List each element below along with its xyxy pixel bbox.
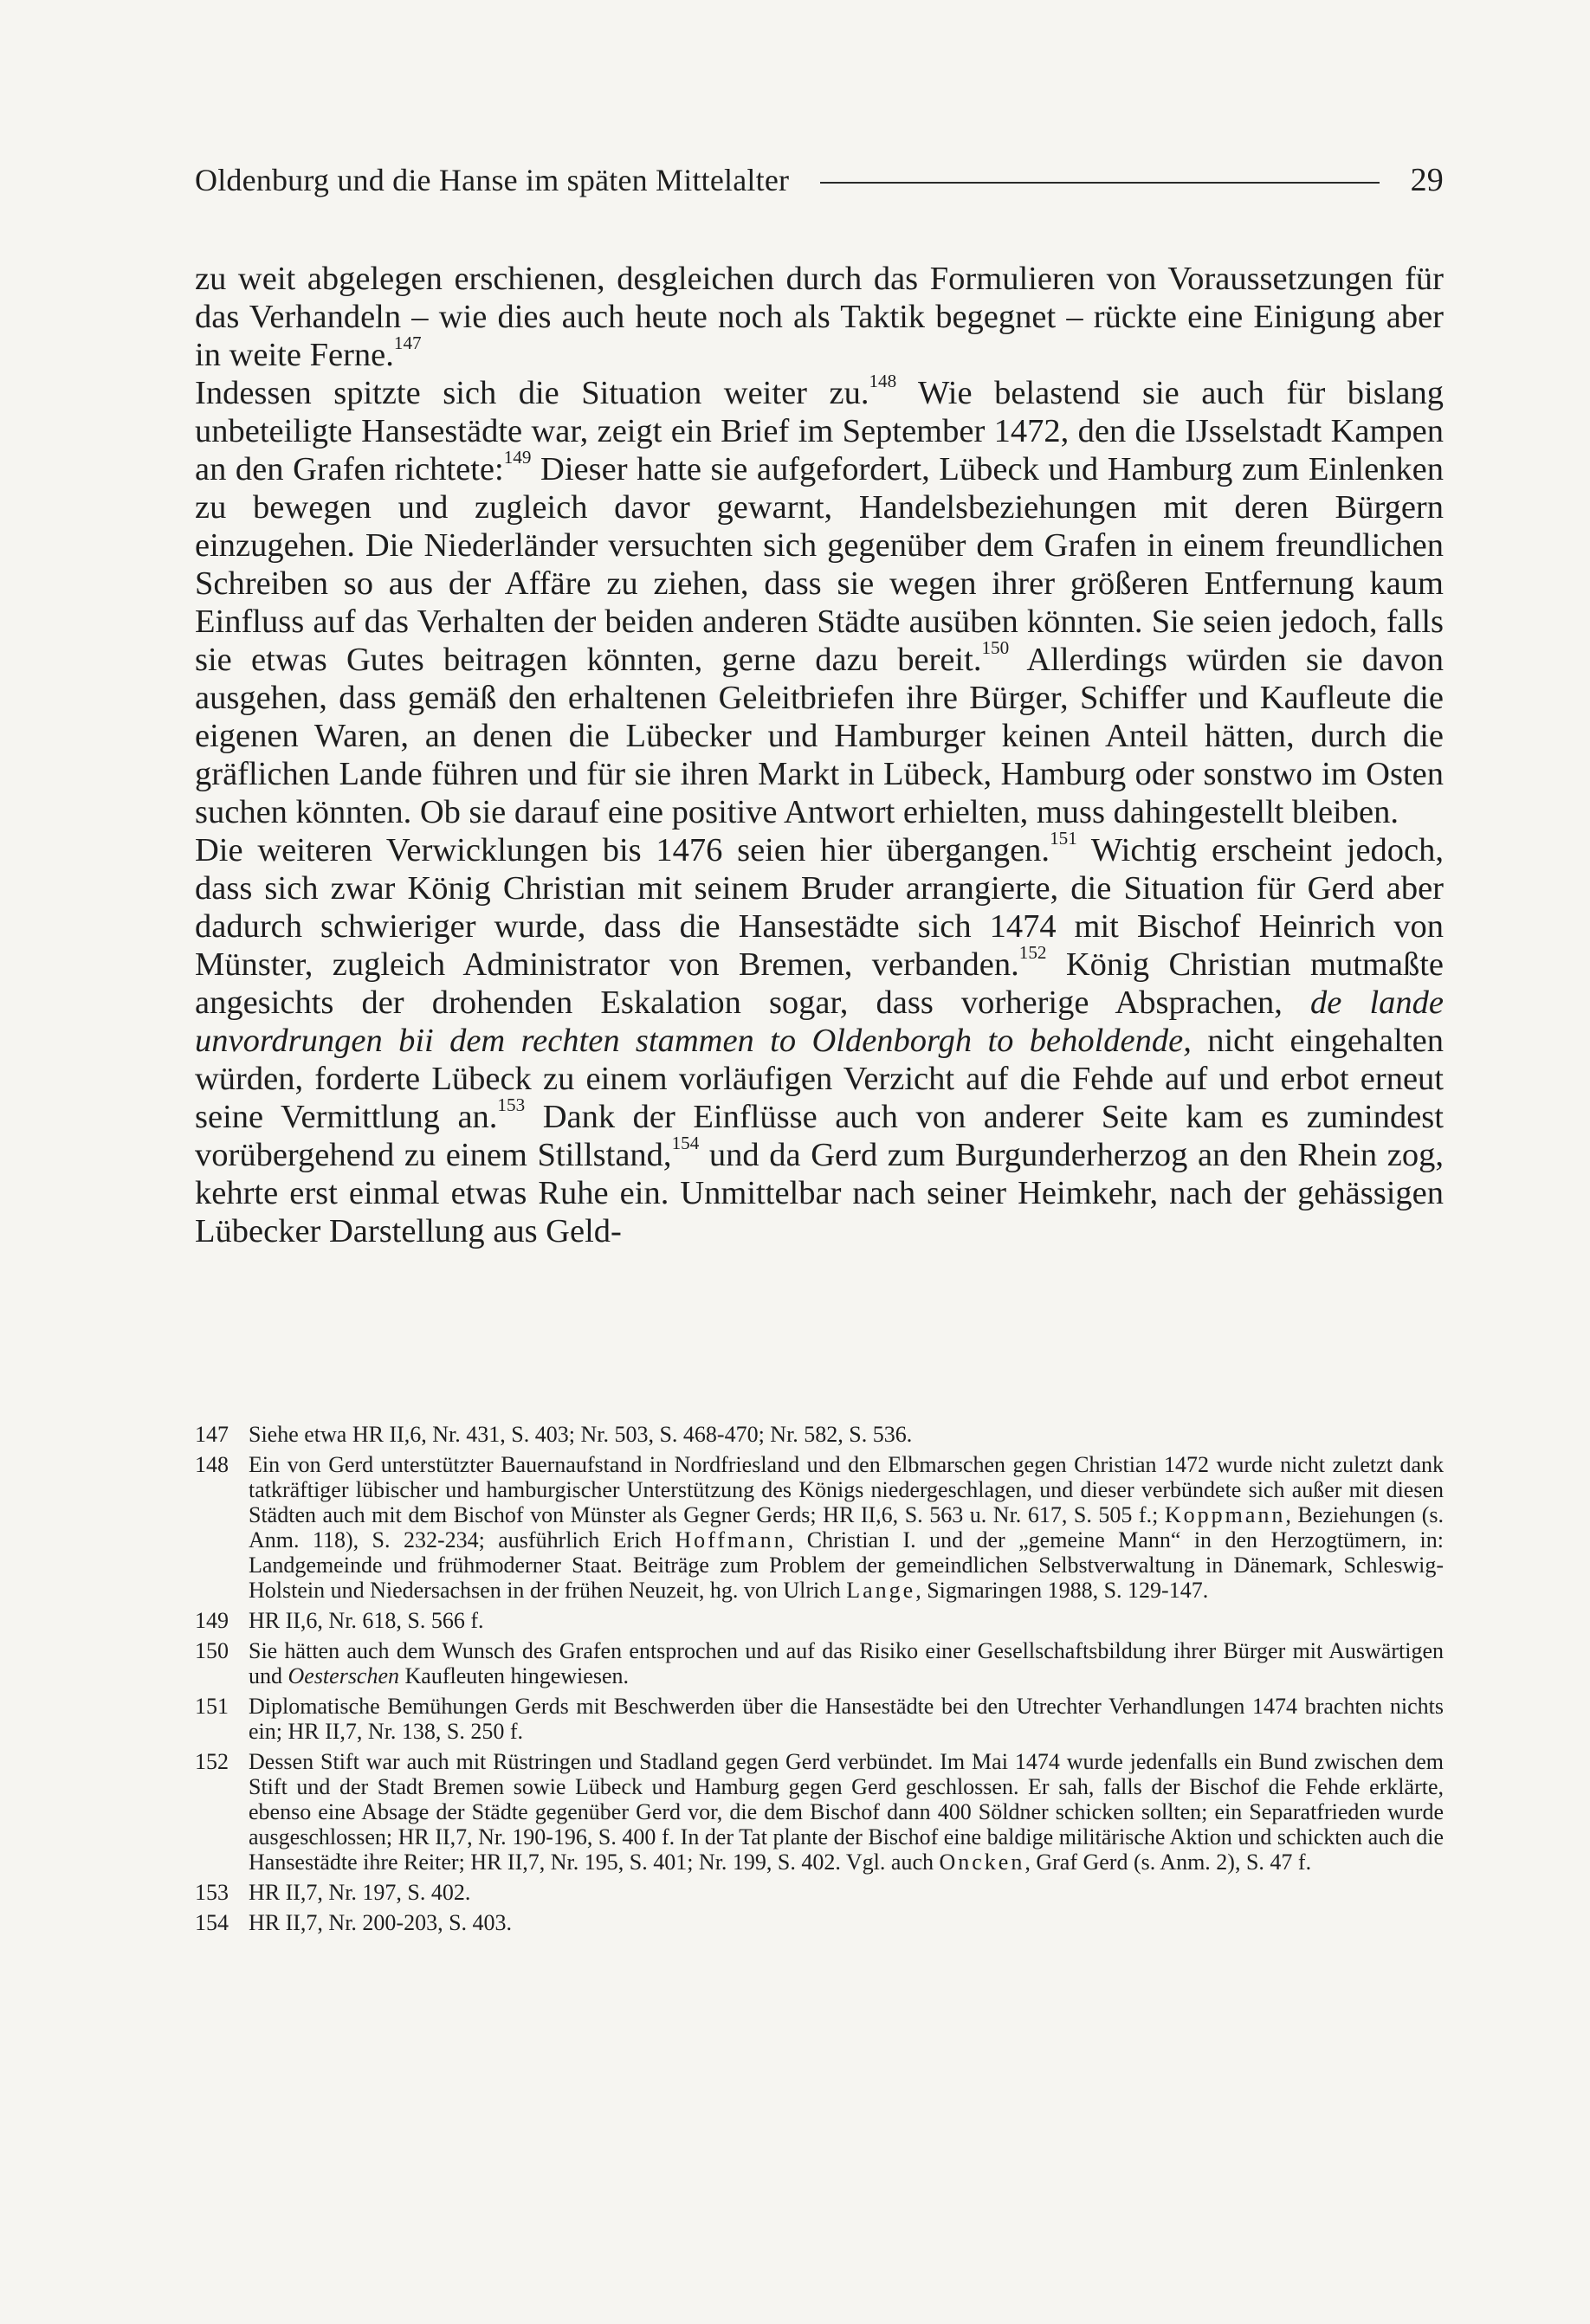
footnote-text: Diplomatische Bemühungen Gerds mit Beschwerden über die Hansestädte bei den Utrechter Verhandlungen 1474 brachten nichts ein; HR II,7, Nr. 138, S. 250 f. (249, 1694, 1444, 1744)
author-name: Hoffmann (675, 1527, 788, 1553)
author-name: Oncken (939, 1850, 1025, 1875)
footnote-number: 153 (195, 1880, 229, 1905)
footnote-number: 151 (195, 1694, 229, 1719)
footnote-ref-153[interactable]: 153 (497, 1094, 526, 1115)
paragraph-3: Die weiteren Verwicklungen bis 1476 seien hier übergangen.$^{151}$ Wichtig erscheint jedoch, dass sich zwar König Christian mit seinem Bruder arrangierte, die Situation für Gerd aber dadurch schwieriger wurde, dass die Hansestädte sich 1474 mit Bischof Heinrich von Münster, zugleich Administrator von Bremen, verbanden.$^{152}$ König Christian mutmaßte angesichts der drohenden Eskalation sogar, dass vorherige Absprachen, de lande unvordrungen bii dem rechten stammen to Oldenborgh to beholdende, nicht eingehalten würden, forderte Lübeck zu einem vorläufigen Verzicht auf die Fehde auf und erbot erneut seine Vermittlung an.$^{153}$ Dank der Einflüsse auch von anderer Seite kam es zumindest vorübergehend zu einem Stillstand,$^{154}$ und da Gerd zum Burgunderherzog an den Rhein zog, kehrte erst einmal etwas Ruhe ein. Unmittelbar nach seiner Heimkehr, nach der gehässigen Lübecker Darstellung aus Geld- (195, 827, 1444, 1249)
footnote-number: 152 (195, 1749, 229, 1774)
body-text (195, 260, 1444, 1250)
footnote-147 (195, 1422, 1444, 1447)
footnote-ref-148[interactable]: 148 (869, 370, 897, 391)
footnote-152 (195, 1749, 1444, 1875)
footnote-number: 150 (195, 1638, 229, 1663)
footnote-ref-152[interactable]: 152 (1018, 941, 1047, 963)
footnote-153 (195, 1880, 1444, 1905)
footnote-ref-147[interactable]: 147 (393, 332, 422, 353)
footnote-ref-151[interactable]: 151 (1050, 827, 1077, 849)
footnote-148 (195, 1452, 1444, 1603)
paragraph-2: Indessen spitzte sich die Situation weiter zu.$^{148}$ Wie belastend sie auch für bislang unbeteiligte Hansestädte war, zeigt ein Brief im September 1472, den die IJsselstadt Kampen an den Grafen richtete:$^{149}$ Dieser hatte sie aufgefordert, Lübeck und Hamburg zum Einlenken zu bewegen und zugleich davor gewarnt, Handelsbeziehungen mit deren Bürgern einzugehen. Die Niederländer versuchten sich gegenüber dem Grafen in einem freundlichen Schreiben so aus der Affäre zu ziehen, dass sie wegen ihrer größeren Entfernung kaum Einfluss auf das Verhalten der beiden anderen Städte ausüben könnten. Sie seien jedoch, falls sie etwas Gutes beitragen könnten, gerne dazu bereit.$^{150}$ Allerdings würden sie davon ausgehen, dass gemäß den erhaltenen Geleitbriefen ihre Bürger, Schiffer und Kaufleute die eigenen Waren, an denen die Lübecker und Hamburger keinen Anteil hätten, durch die gräflichen Lande führen und für sie ihren Markt in Lübeck, Hamburg oder sonstwo im Osten suchen könnten. Ob sie darauf eine positive Antwort erhielten, muss dahingestellt bleiben. (195, 370, 1444, 830)
footnote-151 (195, 1694, 1444, 1744)
author-name: Lange (846, 1578, 916, 1603)
footnote-text: HR II,6, Nr. 618, S. 566 f. (249, 1608, 484, 1633)
footnote-154 (195, 1910, 1444, 1935)
footnote-number: 148 (195, 1452, 229, 1477)
footnote-ref-149[interactable]: 149 (503, 446, 532, 468)
page-number: 29 (1410, 162, 1444, 198)
italic-term: Oesterschen (288, 1663, 400, 1688)
paragraph-1: zu weit abgelegen erschienen, desgleichen durch das Formulieren von Voraussetzungen für das Verhandeln – wie dies auch heute noch als Taktik begegnet – rückte eine Einigung aber in weite Ferne.$^{147}$ (195, 261, 1444, 373)
footnote-ref-154[interactable]: 154 (671, 1132, 700, 1153)
quote-italic: de lande unvordrungen bii dem rechten stammen to Oldenborgh to beholdende, (195, 984, 1444, 1059)
footnote-text: Sie hätten auch dem Wunsch des Grafen entsprochen und auf das Risiko einer Gesellschaftsbildung ihrer Bürger mit Auswärtigen und Oesterschen Kaufleuten hingewiesen. (249, 1638, 1444, 1688)
footnote-number: 147 (195, 1422, 229, 1447)
running-title: Oldenburg und die Hanse im späten Mittelalter (195, 163, 790, 197)
footnote-text: HR II,7, Nr. 197, S. 402. (249, 1880, 471, 1905)
footnote-text: Siehe etwa HR II,6, Nr. 431, S. 403; Nr. 503, S. 468-470; Nr. 582, S. 536. (249, 1422, 913, 1447)
footnote-number: 149 (195, 1608, 229, 1633)
footnote-149 (195, 1608, 1444, 1633)
footnote-150 (195, 1638, 1444, 1688)
author-name: Koppmann (1164, 1502, 1286, 1527)
footnotes (195, 1422, 1444, 1940)
header-rule (820, 182, 1379, 184)
footnote-text: Ein von Gerd unterstützter Bauernaufstand in Nordfriesland und den Elbmarschen gegen Christian 1472 wurde nicht zuletzt dank tatkräftiger lübischer und hamburgischer Unterstützung des Königs niedergeschlagen, und dieser verbündete sich außer mit diesen Städten auch mit dem Bischof von Münster als Gegner Gerds; HR II,6, S. 563 u. Nr. 617, S. 505 f.; Koppmann, Beziehungen (s. Anm. 118), S. 232-234; ausführlich Erich Hoffmann, Christian I. und der „gemeine Mann“ in den Herzogtümern, in: Landgemeinde und frühmoderner Staat. Beiträge zum Problem der gemeindlichen Selbstverwaltung in Dänemark, Schleswig-Holstein und Niedersachsen in der frühen Neuzeit, hg. von Ulrich Lange, Sigmaringen 1988, S. 129-147. (249, 1452, 1444, 1603)
footnote-ref-150[interactable]: 150 (981, 636, 1010, 658)
footnote-text: HR II,7, Nr. 200-203, S. 403. (249, 1910, 513, 1935)
footnote-text: Dessen Stift war auch mit Rüstringen und Stadland gegen Gerd verbündet. Im Mai 1474 wurde jedenfalls ein Bund zwischen dem Stift und der Stadt Bremen sowie Lübeck und Hamburg gegen Gerd geschlossen. Er sah, falls der Bischof die Fehde erklärte, ebenso eine Absage der Städte gegenüber Gerd vor, die dem Bischof dann 400 Söldner schicken sollten; ein Separatfrieden wurde ausgeschlossen; HR II,7, Nr. 190-196, S. 400 f. In der Tat plante der Bischof eine baldige militärische Aktion und schickten auch die Hansestädte ihre Reiter; HR II,7, Nr. 195, S. 401; Nr. 199, S. 402. Vgl. auch Oncken, Graf Gerd (s. Anm. 2), S. 47 f. (249, 1749, 1444, 1875)
footnote-number: 154 (195, 1910, 229, 1935)
running-header (195, 161, 1444, 199)
